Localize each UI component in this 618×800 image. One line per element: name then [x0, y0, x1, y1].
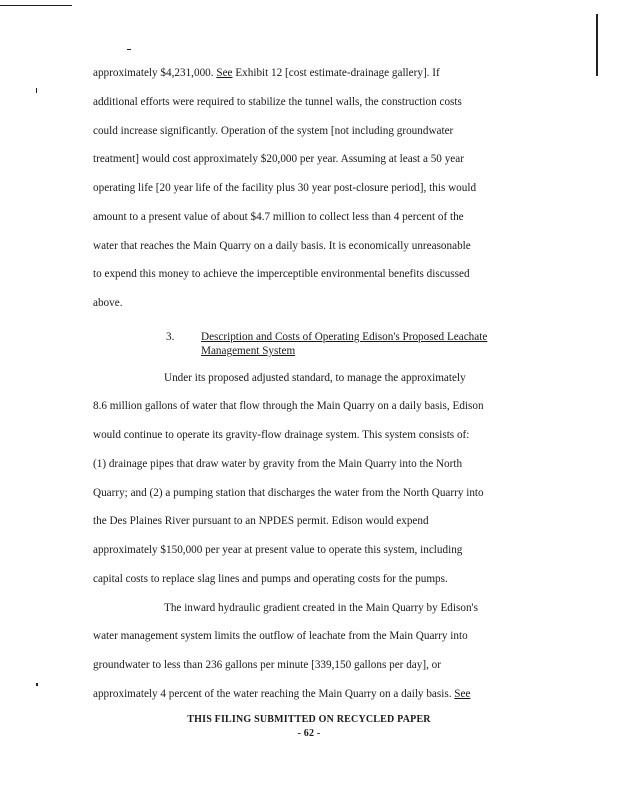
paragraph-line: approximately 4 percent of the water reaching the Main Quarry on a daily basis. See: [93, 688, 471, 700]
scan-speck: [127, 49, 131, 50]
page-number: - 62 -: [297, 728, 321, 739]
paragraph-line: operating life [20 year life of the facility plus 30 year post-closure period], this would: [93, 182, 477, 194]
scan-speck: [36, 88, 37, 93]
paragraph-line: approximately $150,000 per year at present value to operate this system, including: [93, 544, 463, 556]
paragraph-line: Quarry; and (2) a pumping station that discharges the water from the North Quarry into: [93, 487, 484, 499]
paragraph-line: to expend this money to achieve the imperceptible environmental benefits discussed: [93, 268, 470, 280]
paragraph-line: would continue to operate its gravity-flow drainage system. This system consists of:: [93, 429, 470, 441]
paragraph-line: groundwater to less than 236 gallons per minute [339,150 gallons per day], or: [93, 659, 441, 671]
paragraph-line: additional efforts were required to stabilize the tunnel walls, the construction costs: [93, 96, 462, 108]
paragraph-line: approximately $4,231,000. See Exhibit 12 [cost estimate-drainage gallery]. If: [93, 67, 440, 79]
paragraph-line: amount to a present value of about $4.7 million to collect less than 4 percent of the: [93, 211, 464, 223]
paragraph-line: 8.6 million gallons of water that flow through the Main Quarry on a daily basis, Edison: [93, 400, 484, 412]
section-number: 3.: [166, 331, 175, 343]
section-heading: Description and Costs of Operating Edison's Proposed Leachate Management System: [201, 331, 488, 357]
paragraph-line: above.: [93, 297, 123, 309]
paragraph-line: The inward hydraulic gradient created in the Main Quarry by Edison's: [164, 602, 478, 614]
paragraph-line: could increase significantly. Operation of the system [not including groundwater: [93, 125, 454, 137]
paragraph-line: Under its proposed adjusted standard, to manage the approximately: [164, 372, 466, 384]
see-citation: See: [454, 688, 471, 700]
scan-bar-top-left: [0, 5, 72, 6]
paragraph-line: water management system limits the outflow of leachate from the Main Quarry into: [93, 630, 468, 642]
see-citation: See: [216, 67, 233, 79]
paragraph-line: treatment] would cost approximately $20,000 per year. Assuming at least a 50 year: [93, 153, 464, 165]
paragraph-line: capital costs to replace slag lines and pumps and operating costs for the pumps.: [93, 573, 448, 585]
paragraph-line: the Des Plaines River pursuant to an NPDES permit. Edison would expend: [93, 515, 429, 527]
scan-speck: [36, 683, 38, 686]
paragraph-line: (1) drainage pipes that draw water by gravity from the Main Quarry into the North: [93, 458, 463, 470]
scan-bar-right: [596, 14, 598, 76]
recycled-paper-notice: THIS FILING SUBMITTED ON RECYCLED PAPER: [187, 714, 431, 725]
paragraph-line: water that reaches the Main Quarry on a daily basis. It is economically unreasonable: [93, 240, 471, 252]
